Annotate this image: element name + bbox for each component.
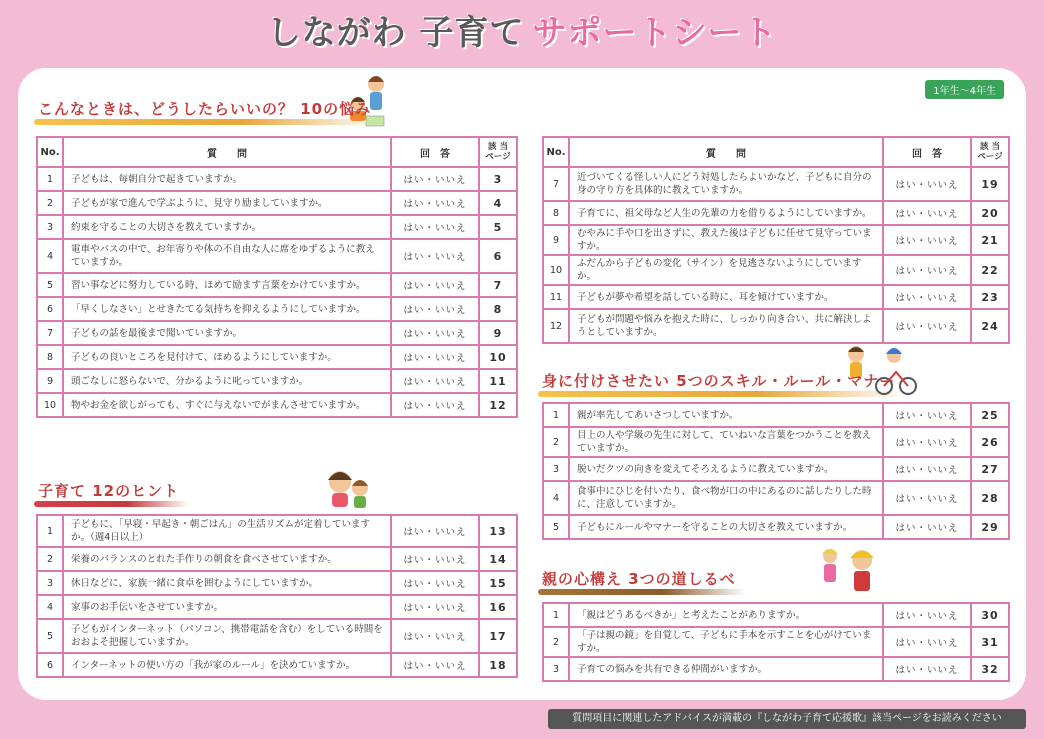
section-title-text: 親の心構え 3つの道しるべ [542,570,736,588]
answer-choice[interactable]: はい・いいえ [884,482,970,514]
question-text: 電車やバスの中で、お年寄りや体の不自由な人に席をゆずるように教えていますか。 [64,240,390,272]
row-number: 5 [38,620,62,652]
page-reference: 27 [972,458,1008,480]
section-title-text: こんなときは、どうしたらいいの？ 10の悩み [38,100,372,118]
page-reference: 20 [972,202,1008,224]
question-text: 「子は親の鏡」を自覚して、子どもに手本を示すことを心がけていますか。 [570,628,882,656]
page-reference: 14 [480,548,516,570]
row-number: 7 [38,322,62,344]
page-reference: 26 [972,428,1008,456]
question-text: 物やお金を欲しがっても、すぐに与えないでがまんさせていますか。 [64,394,390,416]
row-number: 4 [38,240,62,272]
table-row [544,404,1008,426]
page-reference: 5 [480,216,516,238]
header-page: 該 当 ページ [480,138,516,166]
question-text: 子どもが問題や悩みを抱えた時に、しっかり向き合い、共に解決しようとしていますか。 [570,310,882,342]
answer-choice[interactable]: はい・いいえ [884,458,970,480]
row-number: 1 [38,168,62,190]
page-reference: 28 [972,482,1008,514]
question-text: 子育ての悩みを共有できる仲間がいますか。 [570,658,882,680]
answer-choice[interactable]: はい・いいえ [392,216,478,238]
row-number: 3 [38,572,62,594]
question-text: 「親はどうあるべきか」と考えたことがありますか。 [570,604,882,626]
question-text: ふだんから子どもの変化（サイン）を見逃さないようにしていますか。 [570,256,882,284]
answer-choice[interactable]: はい・いいえ [392,596,478,618]
section-title-text: 子育て 12のヒント [38,482,180,500]
page-reference: 25 [972,404,1008,426]
answer-choice[interactable]: はい・いいえ [392,168,478,190]
table-row [38,596,516,618]
page-reference: 11 [480,370,516,392]
row-number: 11 [544,286,568,308]
question-text: 目上の人や学級の先生に対して、ていねいな言葉をつかうことを教えていますか。 [570,428,882,456]
table-row [38,516,516,546]
page-reference: 3 [480,168,516,190]
question-text: 家事のお手伝いをさせていますか。 [64,596,390,618]
question-text: 約束を守ることの大切さを教えていますか。 [64,216,390,238]
page-reference: 4 [480,192,516,214]
question-text: 親が率先してあいさつしていますか。 [570,404,882,426]
grade-badge: 1年生〜4年生 [925,80,1004,99]
answer-choice[interactable]: はい・いいえ [392,274,478,296]
row-number: 5 [544,516,568,538]
question-text: 子どもの話を最後まで聞いていますか。 [64,322,390,344]
question-text: 休日などに、家族一緒に食卓を囲むようにしていますか。 [64,572,390,594]
title-part1: しながわ 子育て [266,13,525,53]
question-text: 習い事などに努力している時、ほめて励ます言葉をかけていますか。 [64,274,390,296]
row-number: 2 [544,628,568,656]
answer-choice[interactable]: はい・いいえ [392,548,478,570]
page-reference: 29 [972,516,1008,538]
page-reference: 17 [480,620,516,652]
page-banner [0,4,1044,62]
table-row [38,216,516,238]
question-text: 脱いだクツの向きを変えてそろえるように教えていますか。 [570,458,882,480]
table-row [544,604,1008,626]
answer-choice[interactable]: はい・いいえ [392,394,478,416]
row-number: 2 [38,548,62,570]
table-row [38,168,516,190]
row-number: 4 [544,482,568,514]
page-reference: 7 [480,274,516,296]
answer-choice[interactable]: はい・いいえ [392,572,478,594]
page-reference: 19 [972,168,1008,200]
question-text: 子育てに、祖父母など人生の先輩の力を借りるようにしていますか。 [570,202,882,224]
table-row [38,620,516,652]
content-panel [18,68,1026,700]
table-row [38,240,516,272]
row-number: 8 [544,202,568,224]
skills-table [542,402,1010,540]
row-number: 3 [38,216,62,238]
question-text: 子どもの良いところを見付けて、ほめるようにしていますか。 [64,346,390,368]
section-title-attitude [542,568,736,589]
row-number: 9 [38,370,62,392]
page-reference: 6 [480,240,516,272]
page-reference: 18 [480,654,516,676]
row-number: 9 [544,226,568,254]
header-question: 質 問 [570,138,882,166]
table-row [544,628,1008,656]
page-reference: 21 [972,226,1008,254]
row-number: 10 [544,256,568,284]
question-text: 「早くしなさい」とせきたてる気持ちを抑えるようにしていますか。 [64,298,390,320]
table-row [38,192,516,214]
page-reference: 15 [480,572,516,594]
answer-choice[interactable]: はい・いいえ [884,404,970,426]
table-row [544,256,1008,284]
table-row [544,458,1008,480]
answer-choice[interactable]: はい・いいえ [884,256,970,284]
header-question: 質 問 [64,138,390,166]
row-number: 1 [544,604,568,626]
worries-table-right [542,136,1010,344]
family-illustration-icon [318,460,378,510]
answer-choice[interactable]: はい・いいえ [884,202,970,224]
footer-note: 質問項目に関連したアドバイスが満載の『しながわ子育て応援歌』該当ページをお読みください [548,709,1026,729]
row-number: 4 [38,596,62,618]
table-row [544,428,1008,456]
page-reference: 16 [480,596,516,618]
table-row [544,286,1008,308]
answer-choice[interactable]: はい・いいえ [884,628,970,656]
question-text: 頭ごなしに怒らないで、分かるように叱っていますか。 [64,370,390,392]
answer-choice[interactable]: はい・いいえ [884,658,970,680]
answer-choice[interactable]: はい・いいえ [392,654,478,676]
page-reference: 24 [972,310,1008,342]
answer-choice[interactable]: はい・いいえ [392,192,478,214]
answer-choice[interactable]: はい・いいえ [392,298,478,320]
kids-school-illustration-icon [814,540,886,602]
answer-choice[interactable]: はい・いいえ [884,516,970,538]
question-text: 近づいてくる怪しい人にどう対処したらよいかなど、子どもに自分の身の守り方を具体的に教えていますか。 [570,168,882,200]
question-text: 子どもは、毎朝自分で起きていますか。 [64,168,390,190]
table-row [544,168,1008,200]
table-row [38,298,516,320]
section-title-text: 身に付けさせたい 5つのスキル・ルール・マナー [542,372,896,390]
header-page: 該 当 ページ [972,138,1008,166]
answer-choice[interactable]: はい・いいえ [392,322,478,344]
table-row [544,658,1008,680]
section-title-worries [38,98,371,119]
question-text: むやみに手や口を出さずに、教えた後は子どもに任せて見守っていますか。 [570,226,882,254]
page-reference: 32 [972,658,1008,680]
row-number: 8 [38,346,62,368]
answer-choice[interactable]: はい・いいえ [392,346,478,368]
row-number: 2 [38,192,62,214]
table-row [38,548,516,570]
attitude-table [542,602,1010,682]
row-number: 1 [38,516,62,546]
question-text: 子どもに、「早寝・早起き・朝ごはん」の生活リズムが定着していますか。（週4日以上） [64,516,390,546]
row-number: 5 [38,274,62,296]
question-text: 子どもにルールやマナーを守ることの大切さを教えていますか。 [570,516,882,538]
question-text: 子どもが夢や希望を話している時に、耳を傾けていますか。 [570,286,882,308]
table-row [38,274,516,296]
page-reference: 8 [480,298,516,320]
row-number: 3 [544,658,568,680]
answer-choice[interactable]: はい・いいえ [884,428,970,456]
row-number: 6 [38,654,62,676]
table-row [38,370,516,392]
table-row [544,482,1008,514]
table-row [544,202,1008,224]
page-reference: 23 [972,286,1008,308]
answer-choice[interactable]: はい・いいえ [884,604,970,626]
row-number: 7 [544,168,568,200]
question-text: インターネットの使い方の「我が家のルール」を決めていますか。 [64,654,390,676]
table-row [544,226,1008,254]
table-row [544,516,1008,538]
page-reference: 12 [480,394,516,416]
row-number: 2 [544,428,568,456]
answer-choice[interactable]: はい・いいえ [884,286,970,308]
answer-choice[interactable]: はい・いいえ [884,310,970,342]
table-row [38,346,516,368]
title-part2: サポートシート [532,13,778,53]
row-number: 1 [544,404,568,426]
question-text: 子どもが家で進んで学ぶように、見守り励ましていますか。 [64,192,390,214]
page-reference: 10 [480,346,516,368]
row-number: 6 [38,298,62,320]
question-text: 子どもがインターネット（パソコン、携帯電話を含む）をしている時間をおおよそ把握していますか。 [64,620,390,652]
answer-choice[interactable]: はい・いいえ [392,516,478,546]
row-number: 3 [544,458,568,480]
page-reference: 13 [480,516,516,546]
header-no: No. [544,138,568,166]
answer-choice[interactable]: はい・いいえ [392,620,478,652]
page-reference: 22 [972,256,1008,284]
worries-table-left [36,136,518,418]
header-answer: 回 答 [884,138,970,166]
question-text: 食事中にひじを付いたり、食べ物が口の中にあるのに話したりした時に、注意していますか。 [570,482,882,514]
question-text: 栄養のバランスのとれた手作りの朝食を食べさせていますか。 [64,548,390,570]
header-no: No. [38,138,62,166]
table-row [38,322,516,344]
answer-choice[interactable]: はい・いいえ [392,370,478,392]
row-number: 10 [38,394,62,416]
page-reference: 9 [480,322,516,344]
section-title-hints [38,480,179,501]
table-row [38,654,516,676]
page-reference: 30 [972,604,1008,626]
header-answer: 回 答 [392,138,478,166]
answer-choice[interactable]: はい・いいえ [884,226,970,254]
answer-choice[interactable]: はい・いいえ [392,240,478,272]
table-row [38,572,516,594]
row-number: 12 [544,310,568,342]
table-row [544,310,1008,342]
table-row [38,394,516,416]
answer-choice[interactable]: はい・いいえ [884,168,970,200]
hints-table [36,514,518,678]
section-title-skills [542,370,895,391]
page-reference: 31 [972,628,1008,656]
